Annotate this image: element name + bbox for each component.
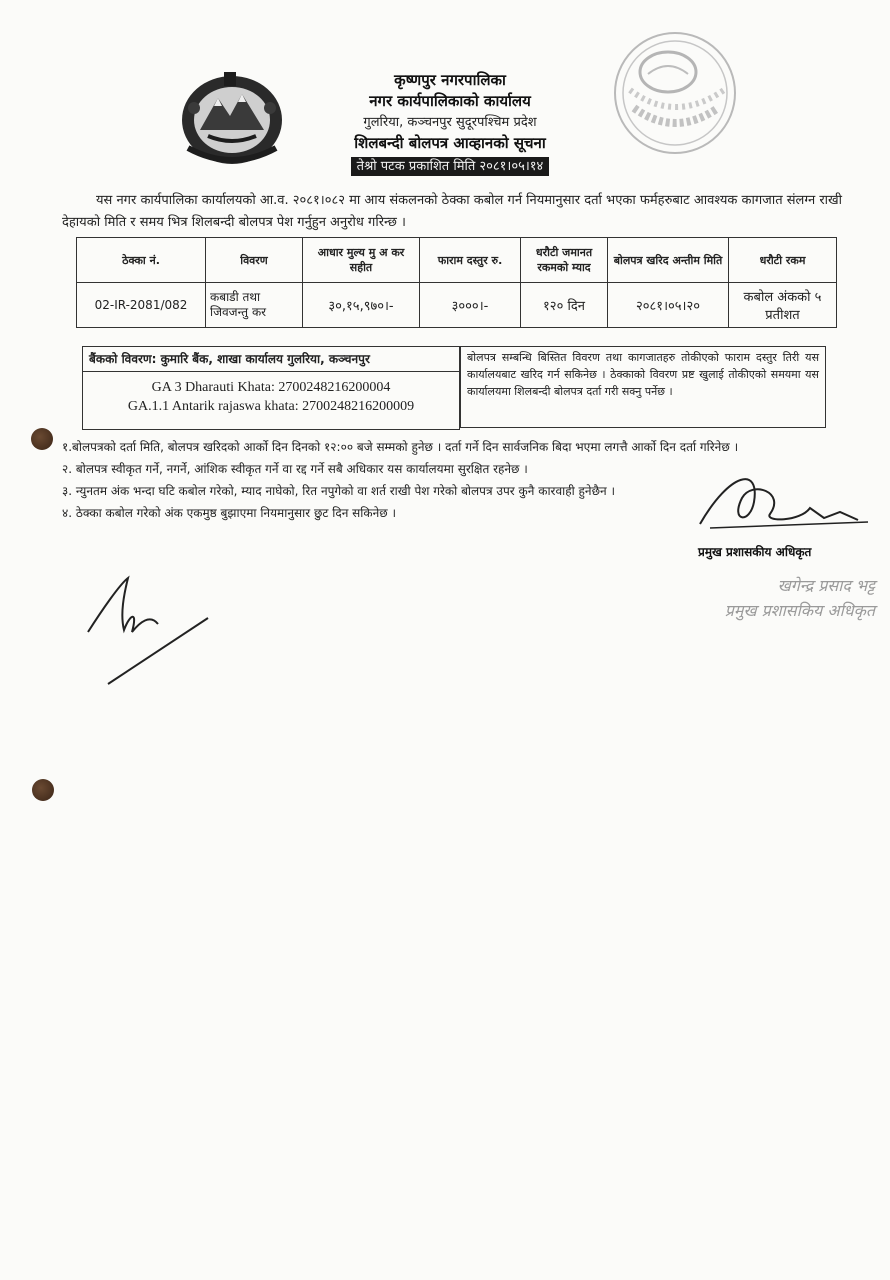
notice-header [300,70,600,176]
signatory-title: प्रमुख प्रशासकीय अधिकृत [698,545,812,559]
officer-name-stamp [675,573,875,623]
notice-title: शिलबन्दी बोलपत्र आव्हानको सूचना [354,134,546,152]
punch-hole-icon [32,779,54,801]
description-cell: कबाडी तथा जिवजन्तु कर [206,283,303,328]
office-address: गुलरिया, कञ्चनपुर सुदूरपश्चिम प्रदेश [363,115,537,130]
condition-item: ३. न्युनतम अंक भन्दा घटि कबोल गरेको, म्याद नाघेको, रित नपुगेको वा शर्त राखी पेश गरेको बोलपत्र उपर कुनै कारवाही हुनेछैन । [62,484,615,498]
column-header: धरौटी रकम [729,238,837,283]
nepal-government-emblem-icon [178,68,286,168]
initial-signature [80,574,220,694]
bid-document-note: बोलपत्र सम्बन्धि बिस्तित विवरण तथा कागजातहरु तोकीएको फाराम दस्तुर तिरी यस कार्यालयबाट खरिद गर्न सकिनेछ । ठेक्काको विवरण प्रष्ट खुलाई तोकीएको समयमा यस कार्यालयमा शिलबन्दी बोलपत्र दर्ता गरी सक्नु पर्नेछ । [460,346,826,428]
deposit-account-number: GA 3 Dharauti Khata: 2700248216200004 [151,380,391,395]
table-header-row [77,238,837,283]
table-row [77,283,837,328]
municipality-name: कृष्णपुर नगरपालिका [394,71,506,89]
stamp-officer-name: खगेन्द्र प्रसाद भट्ट [777,576,875,595]
column-header: विवरण [206,238,303,283]
column-header: ठेक्का नं. [77,238,206,283]
condition-item: २. बोलपत्र स्वीकृत गर्ने, नगर्ने, आंशिक स्वीकृत गर्ने वा रद्द गर्ने सबै अधिकार यस कार्यालयमा सुरक्षित रहनेछ । [62,462,528,476]
revenue-account-number: GA.1.1 Antarik rajaswa khata: 2700248216200009 [127,399,415,414]
form-fee-cell: ३०००।- [420,283,521,328]
tender-table [76,237,837,328]
condition-item: १.बोलपत्रको दर्ता मिति, बोलपत्र खरिदको आर्को दिन दिनको १२:०० बजे सम्मको हुनेछ । दर्ता गर्ने दिन सार्वजनिक बिदा भएमा लगत्तै आर्को दिन दर्ता गरिनेछ । [62,440,739,454]
publication-date-banner: तेश्रो पटक प्रकाशित मिति २०८१।०५।१४ [351,157,550,176]
column-header: बोलपत्र खरिद अन्तीम मिति [608,238,729,283]
column-header: फाराम दस्तुर रु. [420,238,521,283]
last-purchase-date-cell: २०८१।०५।२० [608,283,729,328]
base-price-cell: ३०,१५,९७०।- [303,283,420,328]
stamp-officer-title: प्रमुख प्रशासकिय अधिकृत [724,601,875,620]
intro-paragraph: यस नगर कार्यपालिका कार्यालयको आ.व. २०८१।०८२ मा आय संकलनको ठेक्का कबोल गर्न नियमानुसार दर्ता भएका फर्महरुबाट आवश्यक कागजात संलग्न राखी देहायको मिति र समय भित्र शिलबन्दी बोलपत्र पेश गर्नुहुन अनुरोध गरिन्छ । [62,193,843,230]
column-header: धरौटी जमानत रकमको म्याद [521,238,608,283]
punch-hole-icon [31,428,53,450]
deposit-amount-cell: कबोल अंकको ५ प्रतीशत [729,283,837,328]
tender-number-cell: 02-IR-2081/082 [77,283,206,328]
condition-item: ४. ठेक्का कबोल गरेको अंक एकमुष्ठ बुझाएमा नियमानुसार छुट दिन सकिनेछ । [62,506,397,520]
municipality-round-seal-icon [600,28,750,158]
guarantee-period-cell: १२० दिन [521,283,608,328]
bank-details-box [82,346,460,430]
office-name: नगर कार्यपालिकाको कार्यालय [369,92,531,110]
bank-details-heading: बैंकको विवरण: कुमारि बैंक, शाखा कार्यालय गुलरिया, कञ्चनपुर [83,347,459,372]
column-header: आधार मुल्य मु अ कर सहीत [303,238,420,283]
officer-signature [690,462,870,542]
